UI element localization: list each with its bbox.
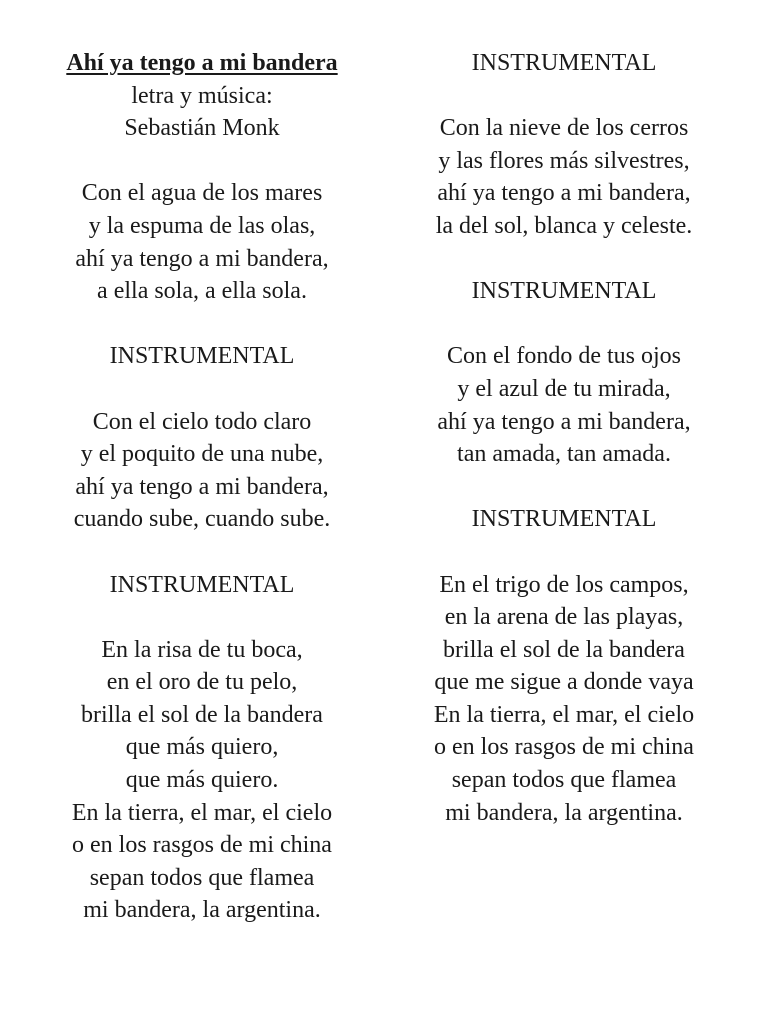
lyric-line: a ella sola, a ella sola. bbox=[97, 278, 307, 305]
lyric-line: brilla el sol de la bandera bbox=[443, 636, 685, 663]
instrumental-marker: INSTRUMENTAL bbox=[471, 278, 657, 305]
spacer bbox=[32, 373, 372, 406]
lyric-line: En la tierra, el mar, el cielo bbox=[433, 701, 695, 728]
left-lyrics bbox=[32, 177, 372, 927]
lyric-line: Con la nieve de los cerros bbox=[439, 115, 689, 142]
lyric-line: la del sol, blanca y celeste. bbox=[435, 212, 693, 239]
spacer bbox=[32, 536, 372, 569]
right-column bbox=[394, 47, 734, 829]
lyric-line: en la arena de las playas, bbox=[444, 604, 684, 631]
lyric-line: mi bandera, la argentina. bbox=[445, 799, 683, 826]
lyric-line: mi bandera, la argentina. bbox=[83, 897, 321, 924]
spacer bbox=[32, 601, 372, 634]
lyric-line: cuando sube, cuando sube. bbox=[73, 506, 331, 533]
lyric-line: y el azul de tu mirada, bbox=[457, 375, 671, 402]
lyric-line: tan amada, tan amada. bbox=[457, 441, 671, 468]
spacer bbox=[32, 308, 372, 341]
lyric-line: ahí ya tengo a mi bandera, bbox=[75, 473, 329, 500]
lyric-line: en el oro de tu pelo, bbox=[106, 669, 298, 696]
lyric-line: brilla el sol de la bandera bbox=[81, 701, 323, 728]
lyric-line: que me sigue a donde vaya bbox=[434, 669, 694, 696]
left-column bbox=[32, 47, 372, 927]
spacer bbox=[394, 243, 734, 276]
spacer bbox=[394, 80, 734, 113]
lyric-line: o en los rasgos de mi china bbox=[72, 832, 332, 859]
lyric-line: y las flores más silvestres, bbox=[438, 147, 690, 174]
lyric-line: que más quiero. bbox=[125, 767, 279, 794]
instrumental-marker: INSTRUMENTAL bbox=[109, 571, 295, 598]
right-lyrics bbox=[394, 47, 734, 829]
instrumental-marker: INSTRUMENTAL bbox=[471, 506, 657, 533]
lyric-line: o en los rasgos de mi china bbox=[434, 734, 694, 761]
lyric-line: y el poquito de una nube, bbox=[80, 441, 324, 468]
lyric-line: En la risa de tu boca, bbox=[101, 636, 303, 663]
instrumental-marker: INSTRUMENTAL bbox=[471, 50, 657, 76]
lyric-line: y la espuma de las olas, bbox=[88, 212, 316, 239]
lyric-line: ahí ya tengo a mi bandera, bbox=[75, 245, 329, 272]
author-name: Sebastián Monk bbox=[124, 115, 280, 142]
lyric-line: ahí ya tengo a mi bandera, bbox=[437, 408, 691, 435]
lyric-line: En el trigo de los campos, bbox=[439, 571, 689, 598]
credit-label: letra y música: bbox=[131, 82, 273, 109]
lyric-line: sepan todos que flamea bbox=[89, 864, 315, 891]
instrumental-marker: INSTRUMENTAL bbox=[109, 343, 295, 370]
lyric-line: Con el agua de los mares bbox=[81, 180, 323, 207]
stanza bbox=[394, 340, 734, 470]
lyric-line: ahí ya tengo a mi bandera, bbox=[437, 180, 691, 207]
lyric-line: Con el cielo todo claro bbox=[92, 408, 312, 435]
lyric-line: que más quiero, bbox=[125, 734, 279, 761]
stanza bbox=[32, 406, 372, 536]
lyric-line: sepan todos que flamea bbox=[451, 767, 677, 794]
stanza bbox=[32, 634, 372, 927]
stanza bbox=[32, 177, 372, 307]
stanza bbox=[394, 569, 734, 830]
spacer bbox=[394, 471, 734, 504]
lyric-line: En la tierra, el mar, el cielo bbox=[71, 799, 333, 826]
lyric-line: Con el fondo de tus ojos bbox=[447, 343, 681, 370]
spacer bbox=[394, 536, 734, 569]
song-title: Ahí ya tengo a mi bandera bbox=[66, 50, 338, 76]
stanza bbox=[394, 112, 734, 242]
spacer bbox=[32, 145, 372, 178]
spacer bbox=[394, 308, 734, 341]
